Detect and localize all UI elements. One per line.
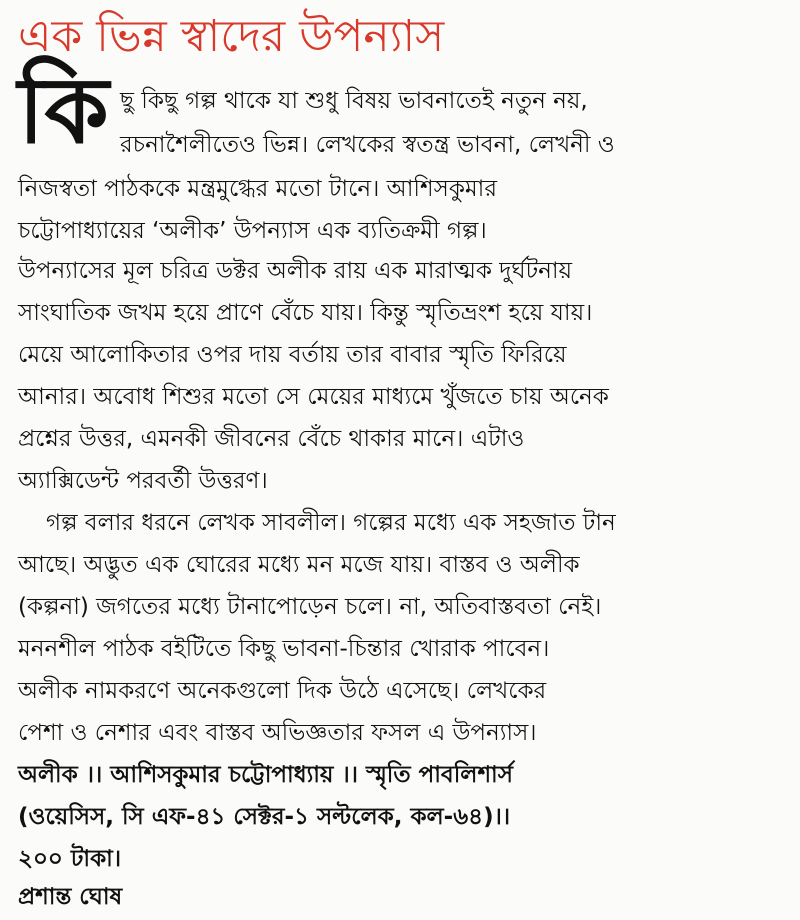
article-line-1: ছু কিছু গল্প থাকে যা শুধু বিষয় ভাবনাতেই নতুন নয়,: [120, 88, 588, 114]
article-line-7: মেয়ে আলোকিতার ওপর দায় বর্তায় তার বাবার স্মৃতি ফিরিয়ে: [18, 342, 567, 368]
book-price: ২০০ টাকা।: [18, 846, 122, 872]
article-line-13: (কল্পনা) জগতের মধ্যে টানাপোড়েন চলে। না, অতিবাস্তবতা নেই।: [18, 594, 602, 620]
article-line-12: আছে। অদ্ভুত এক ঘোরের মধ্যে মন মজে যায়। বাস্তব ও অলীক: [18, 552, 580, 578]
review-title: এক ভিন্ন স্বাদের উপন্যাস: [18, 11, 445, 62]
article-line-3: নিজস্বতা পাঠককে মন্ত্রমুগ্ধের মতো টানে। আশিসকুমার: [18, 176, 497, 202]
article-paragraph-2-line-1: গল্প বলার ধরনে লেখক সাবলীল। গল্পের মধ্যে এক সহজাত টান: [46, 510, 616, 536]
article-line-6: সাংঘাতিক জখম হয়ে প্রাণে বেঁচে যায়। কিন্তু স্মৃতিভ্রংশ হয়ে যায়।: [18, 300, 593, 326]
article-line-16: পেশা ও নেশার এবং বাস্তব অভিজ্ঞতার ফসল এ উপন্যাস।: [18, 720, 537, 746]
article-line-2: রচনাশৈলীতেও ভিন্ন। লেখকের স্বতন্ত্র ভাবনা, লেখনী ও: [120, 132, 615, 158]
drop-cap: কি: [18, 57, 109, 164]
article-line-10: অ্যাক্সিডেন্ট পরবর্তী উত্তরণ।: [18, 468, 268, 494]
article-line-15: অলীক নামকরণে অনেকগুলো দিক উঠে এসেছে। লেখকের: [18, 678, 547, 704]
book-info-line-1: অলীক ।। আশিসকুমার চট্টোপাধ্যায় ।। স্মৃতি পাবলিশার্স: [18, 762, 513, 788]
article-line-8: আনার। অবোধ শিশুর মতো সে মেয়ের মাধ্যমে খুঁজতে চায় অনেক: [18, 384, 609, 410]
article-line-9: প্রশ্নের উত্তর, এমনকী জীবনের বেঁচে থাকার মানে। এটাও: [18, 426, 525, 452]
article-line-4: চট্টোপাধ্যায়ের ‘অলীক’ উপন্যাস এক ব্যতিক্রমী গল্প।: [18, 218, 487, 244]
article-line-14: মননশীল পাঠক বইটিতে কিছু ভাবনা-চিন্তার খোরাক পাবেন।: [18, 636, 550, 662]
book-info-line-2: (ওয়েসিস, সি এফ-৪১ সেক্টর-১ সল্টলেক, কল-৬৪)।।: [18, 804, 511, 830]
article-line-5: উপন্যাসের মূল চরিত্র ডক্টর অলীক রায় এক মারাত্মক দুর্ঘটনায়: [18, 258, 573, 284]
review-author: প্রশান্ত ঘোষ: [18, 884, 123, 910]
